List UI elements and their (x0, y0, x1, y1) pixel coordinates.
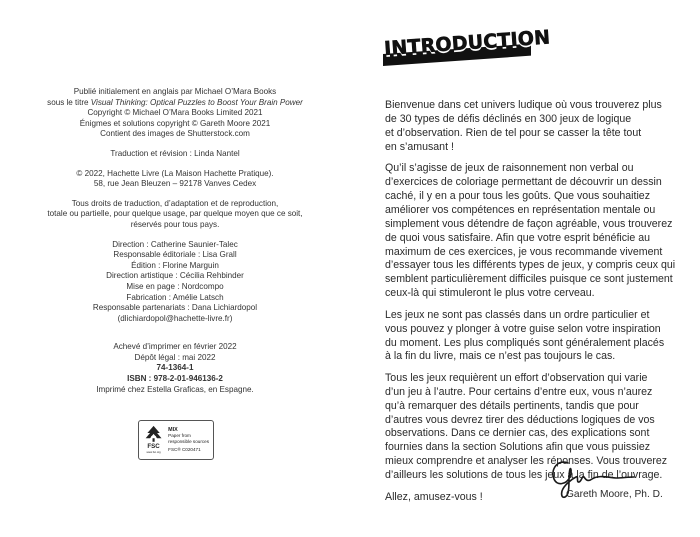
text-line: d’autres vous devrez tirer des déductions logiques de vos (385, 413, 655, 426)
text-line: semblent particulièrement difficiles puisque ce sont justement (385, 273, 673, 286)
colophon-line: Tous droits de traduction, d’adaptation et de reproduction, (71, 198, 279, 208)
fsc-line: responsible sources (168, 439, 209, 444)
text-line: vous pouvez y plonger à votre guise selon votre inspiration (385, 322, 661, 335)
translation-block (40, 149, 310, 160)
fsc-label (138, 420, 214, 460)
text-line: Les jeux ne sont pas classés dans un ordre particulier et (385, 308, 650, 321)
colophon-line: Publié initialement en anglais par Michael O’Mara Books (73, 87, 277, 96)
original-edition-block (40, 87, 310, 140)
text-line: et d’observation. Rien de tel pour se casser la tête tout (385, 126, 642, 139)
colophon-line: sous le titre Visual Thinking: Optical Puzzles to Boost Your Brain Power (47, 97, 303, 107)
text-line: Allez, amusez-vous ! (385, 490, 483, 503)
colophon (40, 87, 310, 404)
colophon-line: (dlichiardopol@hachette-livre.fr) (117, 313, 233, 323)
text-line: mieux comprendre et analyser les réponses. Vous trouverez (385, 455, 668, 468)
credits-block (40, 240, 310, 325)
introduction-body (385, 99, 676, 512)
fsc-mix: MIX (168, 426, 178, 433)
fsc-tree-logo-icon (143, 423, 164, 457)
colophon-line: Traduction et révision : Linda Nantel (110, 148, 240, 158)
colophon-line: totale ou partielle, pour quelque usage, par quelque moyen que ce soit, (47, 209, 303, 219)
fsc-logo-text: FSC (147, 442, 160, 450)
original-title: Visual Thinking: Optical Puzzles to Boost Your Brain Power (90, 97, 303, 107)
paragraph (385, 99, 665, 155)
colophon-line: Responsable éditoriale : Lisa Grall (113, 250, 237, 260)
text-line: Qu’il s’agisse de jeux de raisonnement non verbal ou (385, 162, 634, 175)
colophon-line: Imprimé chez Estella Graficas, en Espagne. (96, 384, 254, 394)
text-line: en s’amusant ! (385, 140, 454, 153)
text-line: d’un jeu à l’autre. Pour certains d’entre eux, vous n’aurez (385, 385, 653, 398)
text-line: d’ailleurs les solutions de tous les jeux à la fin de l’ouvrage. (385, 469, 663, 482)
text-line: caché, il y en a pour tous les goûts. Que vous souhaitiez (385, 189, 650, 202)
paragraph (385, 309, 665, 365)
publisher-block (40, 169, 310, 190)
fsc-code: FSC® C020471 (168, 446, 201, 452)
text-line: Bienvenue dans cet univers ludique où vous trouverez plus (385, 99, 662, 111)
text-line: améliorer vos compétences en représentation mentale ou (385, 203, 656, 216)
colophon-line: Édition : Florine Marguin (131, 260, 219, 270)
colophon-line: 58, rue Jean Bleuzen – 92178 Vanves Cedex (93, 179, 257, 189)
page-title: INTRODUCTION (383, 26, 551, 61)
text-line: simplement vous détendre de façon agréable, vous trouverez (385, 217, 673, 230)
text-line: observations. Dans ce dernier cas, des explications sont (385, 427, 650, 440)
edition-number: 74-1364-1 (156, 363, 194, 373)
colophon-line: Direction artistique : Cécilia Rehbinder (106, 271, 244, 281)
colophon-line: Mise en page : Nordcompo (126, 281, 224, 291)
text-line: du moment. Les plus compliqués sont généralement placés (385, 336, 665, 349)
fsc-line: Paper from (168, 433, 191, 439)
colophon-line: Responsable partenariats : Dana Lichiardopol (92, 303, 258, 313)
author-name: Gareth Moore, Ph. D. (566, 489, 663, 500)
colophon-line: Fabrication : Amélie Latsch (126, 292, 224, 302)
text-line: d’essayer tous les différents types de jeux, y compris ceux qui (385, 259, 676, 272)
fsc-text (168, 428, 209, 452)
text-line: de quoi vous satisfaire. Afin que votre esprit bénéficie au (385, 231, 651, 244)
text-line: Tous les jeux requièrent un effort d’observation qui varie (385, 371, 648, 384)
colophon-line: © 2022, Hachette Livre (La Maison Hachette Pratique). (76, 168, 274, 178)
colophon-line: réservés pour tous pays. (130, 219, 220, 229)
isbn: ISBN : 978-2-01-946136-2 (127, 374, 223, 384)
text-line: fournies dans la section Solutions afin que vous puissiez (385, 441, 651, 454)
text-line: de 30 types de défis déclinés en 300 jeux de logique (385, 112, 632, 125)
colophon-line: Contient des images de Shutterstock.com (100, 129, 250, 139)
colophon-line: Dépôt légal : mai 2022 (134, 352, 216, 362)
text-line: qu’à remarquer des détails pertinents, tandis que pour (385, 399, 639, 412)
text-line: maximum de ces exercices, je vous recommande vivement (385, 245, 663, 258)
colophon-line: Énigmes et solutions copyright © Gareth Moore 2021 (79, 118, 271, 128)
rights-block (40, 199, 310, 231)
colophon-line: Direction : Catherine Saunier-Talec (112, 239, 238, 249)
text-line: à la fin du livre, mais ce n’est pas toujours le cas. (385, 350, 616, 363)
printing-block (40, 342, 310, 395)
paragraph (385, 162, 676, 301)
introduction-heading (383, 26, 551, 74)
fsc-url: www.fsc.org (146, 451, 161, 455)
colophon-line: Achevé d’imprimer en février 2022 (113, 342, 237, 352)
colophon-line: Copyright © Michael O’Mara Books Limited 2021 (87, 108, 263, 118)
text-line: d’exercices de coloriage permettant de découvrir un dessin (385, 176, 662, 189)
text-line: ceux-là qui stimuleront le plus votre cerveau. (385, 287, 595, 300)
